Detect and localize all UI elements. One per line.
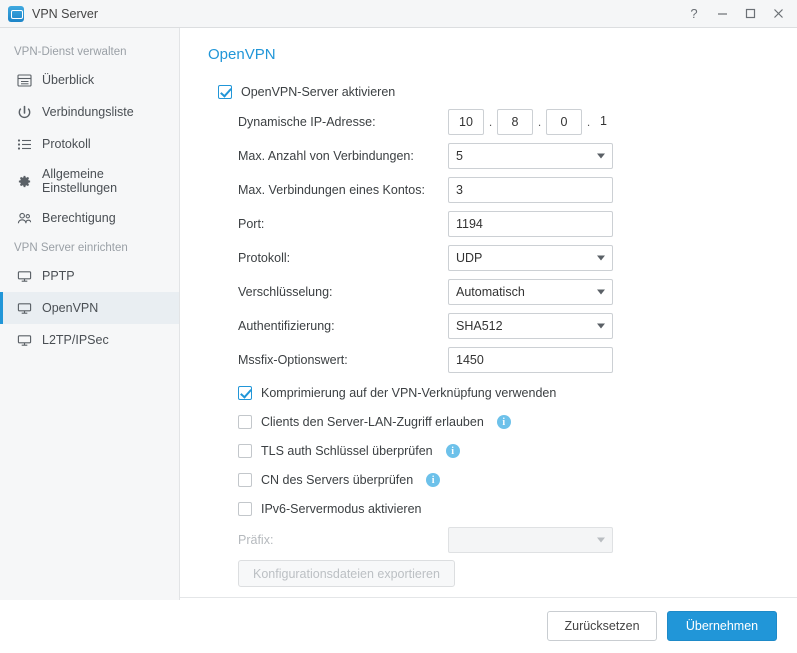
port-label: Port: — [238, 217, 265, 231]
info-icon[interactable]: i — [446, 444, 460, 458]
allow-lan-access-label: Clients den Server-LAN-Zugriff erlauben — [261, 415, 484, 429]
max-connections-label: Max. Anzahl von Verbindungen: — [238, 149, 414, 163]
enable-openvpn-server-checkbox[interactable] — [218, 85, 232, 99]
port-input[interactable]: 1194 — [448, 211, 613, 237]
server-icon — [16, 300, 32, 316]
allow-lan-access-checkbox[interactable] — [238, 415, 252, 429]
mssfix-input[interactable]: 1450 — [448, 347, 613, 373]
server-icon — [16, 268, 32, 284]
sidebar-item-l2tp-ipsec[interactable] — [0, 324, 179, 356]
ip-separator: . — [537, 115, 542, 129]
sidebar-item-verbindungsliste[interactable] — [0, 96, 179, 128]
max-connections-row — [208, 142, 773, 170]
connection-list-icon — [16, 104, 32, 120]
window-title: VPN Server — [32, 6, 98, 21]
vpn-server-icon — [8, 6, 24, 22]
ip-separator: . — [488, 115, 493, 129]
verify-server-cn-checkbox[interactable] — [238, 473, 252, 487]
sidebar-item-pptp[interactable] — [0, 260, 179, 292]
authentication-row — [208, 312, 773, 340]
tls-auth-label: TLS auth Schlüssel überprüfen — [261, 444, 433, 458]
footer-bar — [180, 597, 797, 653]
prefix-row — [208, 526, 773, 554]
port-row — [208, 210, 773, 238]
sidebar-group-setup: VPN Server einrichten — [14, 242, 128, 254]
sidebar-item-label: PPTP — [42, 268, 75, 283]
info-icon[interactable]: i — [497, 415, 511, 429]
allow-lan-access-row[interactable] — [208, 409, 773, 435]
sidebar-item-label: L2TP/IPSec — [42, 332, 109, 347]
authentication-select[interactable] — [448, 313, 613, 339]
dynamic-ip-input-group[interactable] — [448, 109, 615, 135]
sidebar-group-manage: VPN-Dienst verwalten — [14, 46, 127, 58]
sidebar-item-protokoll[interactable] — [0, 128, 179, 160]
enable-openvpn-server-row[interactable] — [208, 79, 773, 105]
ipv6-server-mode-row[interactable] — [208, 496, 773, 522]
compression-row[interactable] — [208, 380, 773, 406]
sidebar-item-uberblick[interactable] — [0, 64, 179, 96]
authentication-value: SHA512 — [456, 319, 503, 333]
sidebar-item-label: Protokoll — [42, 136, 91, 151]
minimize-button[interactable] — [709, 2, 735, 26]
openvpn-settings-form — [180, 28, 797, 597]
sidebar-item-label: Berechtigung — [42, 210, 116, 225]
verify-server-cn-label: CN des Servers überprüfen — [261, 473, 414, 487]
encryption-select[interactable] — [448, 279, 613, 305]
dynamic-ip-row — [208, 108, 773, 136]
sidebar — [0, 28, 180, 600]
verify-server-cn-row[interactable] — [208, 467, 773, 493]
apply-button[interactable]: Übernehmen — [667, 611, 777, 641]
permission-icon — [16, 210, 32, 226]
protocol-label: Protokoll: — [238, 251, 291, 265]
prefix-select — [448, 527, 613, 553]
sidebar-item-label: Überblick — [42, 72, 95, 87]
compression-label: Komprimierung auf der VPN-Verknüpfung verwenden — [261, 386, 557, 400]
enable-openvpn-server-label: OpenVPN-Server aktivieren — [241, 85, 396, 99]
sidebar-item-label: Verbindungsliste — [42, 104, 134, 119]
ip-separator: . — [586, 115, 591, 129]
mssfix-label: Mssfix-Optionswert: — [238, 353, 348, 367]
title-bar — [0, 0, 797, 28]
gear-icon — [16, 173, 32, 189]
list-overview-icon — [16, 72, 32, 88]
max-connections-per-account-input[interactable]: 3 — [448, 177, 613, 203]
encryption-value: Automatisch — [456, 285, 525, 299]
protocol-select[interactable] — [448, 245, 613, 271]
chevron-down-icon — [597, 538, 605, 543]
max-connections-per-account-label: Max. Verbindungen eines Kontos: — [238, 183, 425, 197]
dynamic-ip-label: Dynamische IP-Adresse: — [238, 115, 376, 129]
chevron-down-icon — [597, 256, 605, 261]
protocol-value: UDP — [456, 251, 483, 265]
mssfix-row — [208, 346, 773, 374]
chevron-down-icon — [597, 290, 605, 295]
tls-auth-row[interactable] — [208, 438, 773, 464]
page-title: OpenVPN — [208, 46, 276, 63]
dynamic-ip-octet-1[interactable]: 10 — [448, 109, 484, 135]
compression-checkbox[interactable] — [238, 386, 252, 400]
reset-button[interactable]: Zurücksetzen — [547, 611, 657, 641]
window-body — [0, 28, 797, 633]
chevron-down-icon — [597, 324, 605, 329]
content-pane — [180, 28, 797, 633]
sidebar-item-label: Allgemeine Einstellungen — [42, 166, 118, 195]
sidebar-item-label: OpenVPN — [42, 300, 99, 315]
dynamic-ip-octet-4: 1 — [595, 109, 615, 135]
protocol-row — [208, 244, 773, 272]
server-icon — [16, 332, 32, 348]
export-config-button[interactable]: Konfigurationsdateien exportieren — [238, 560, 455, 587]
max-connections-select[interactable] — [448, 143, 613, 169]
ipv6-server-mode-label: IPv6-Servermodus aktivieren — [261, 502, 422, 516]
info-icon[interactable]: i — [426, 473, 440, 487]
prefix-label: Präfix: — [238, 533, 274, 547]
chevron-down-icon — [597, 154, 605, 159]
sidebar-item-openvpn[interactable] — [0, 292, 179, 324]
sidebar-item-allgemeine-einstellungen[interactable] — [0, 160, 179, 202]
authentication-label: Authentifizierung: — [238, 319, 335, 333]
log-icon — [16, 136, 32, 152]
ipv6-server-mode-checkbox[interactable] — [238, 502, 252, 516]
help-button[interactable]: ? — [690, 6, 698, 21]
encryption-row — [208, 278, 773, 306]
max-connections-value: 5 — [456, 149, 463, 163]
encryption-label: Verschlüsselung: — [238, 285, 333, 299]
maximize-button[interactable] — [737, 2, 763, 26]
max-connections-per-account-row — [208, 176, 773, 204]
sidebar-item-berechtigung[interactable] — [0, 202, 179, 234]
window-controls — [681, 2, 791, 26]
dynamic-ip-octet-3[interactable]: 0 — [546, 109, 582, 135]
dynamic-ip-octet-2[interactable]: 8 — [497, 109, 533, 135]
tls-auth-checkbox[interactable] — [238, 444, 252, 458]
close-button[interactable] — [765, 2, 791, 26]
